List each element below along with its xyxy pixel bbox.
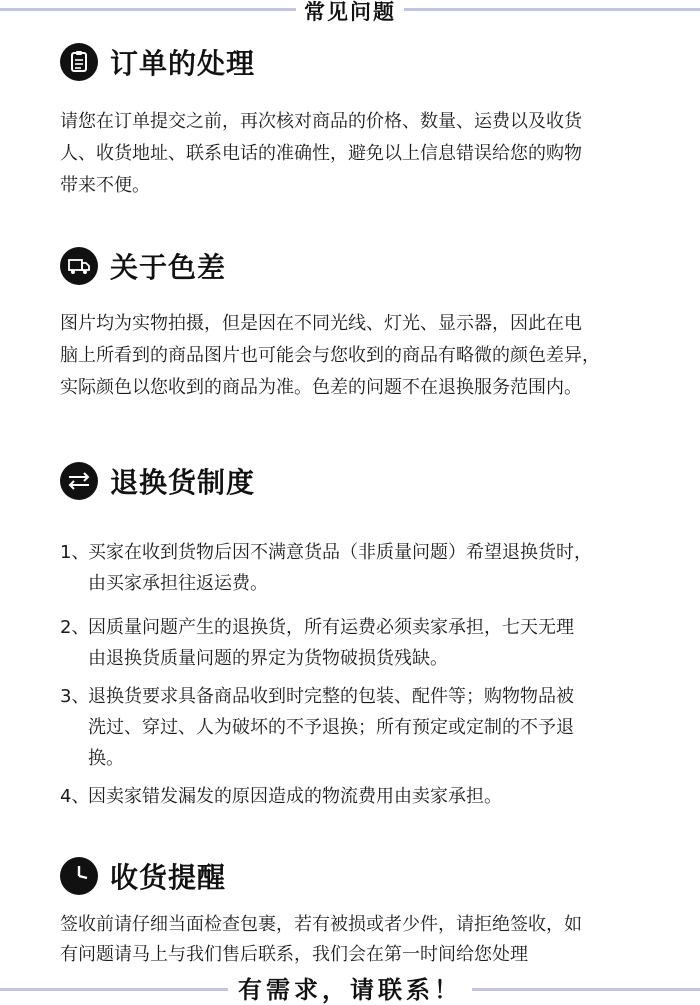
section-body: 图片均为实物拍摄，但是因在不同光线、灯光、显示器，因此在电 脑上所看到的商品图片也可能会与您收到的商品有略微的颜色差异， 实际颜色以您收到的商品为准。色差的问题不在退换服务范围内。 — [60, 313, 600, 398]
section-header — [60, 246, 226, 286]
exchange-icon — [60, 462, 98, 500]
footer-contact-text: 有需求，请联系！ — [0, 970, 700, 1005]
section-header — [60, 461, 255, 501]
section-header — [60, 856, 226, 896]
section-title: 关于色差 — [110, 251, 227, 284]
section-body: 请您在订单提交之前，再次核对商品的价格、数量、运费以及收货 人、收货地址、联系电话的准确性，避免以上信息错误给您的购物 带来不便。 — [60, 111, 582, 196]
clipboard-icon — [60, 43, 98, 81]
section-header — [60, 42, 255, 82]
section-title: 退换货制度 — [110, 466, 256, 499]
section-title: 收货提醒 — [110, 861, 227, 894]
section-title: 订单的处理 — [110, 47, 256, 80]
list-item: 4、 因卖家错发漏发的原因造成的物流费用由卖家承担。 — [60, 786, 502, 807]
list-item: 2、 因质量问题产生的退换货，所有运费必须卖家承担，七天无理 由退换货质量问题的界定为货物破损货残缺。 — [60, 617, 574, 669]
footer-bar — [0, 968, 700, 1003]
page-title: 常见问题 — [0, 0, 700, 26]
clock-icon — [60, 857, 98, 895]
header-bar — [0, 0, 700, 22]
list-item: 1、 买家在收到货物后因不满意货品（非质量问题）希望退换货时， 由买家承担往返运费。 — [60, 542, 592, 594]
truck-icon — [60, 247, 98, 285]
section-body: 签收前请仔细当面检查包裹，若有被损或者少件，请拒绝签收，如 有问题请马上与我们售后联系，我们会在第一时间给您处理 — [60, 914, 582, 965]
list-item: 3、 退换货要求具备商品收到时完整的包装、配件等；购物物品被 洗过、穿过、人为破坏的不予退换；所有预定或定制的不予退 换。 — [60, 686, 574, 769]
